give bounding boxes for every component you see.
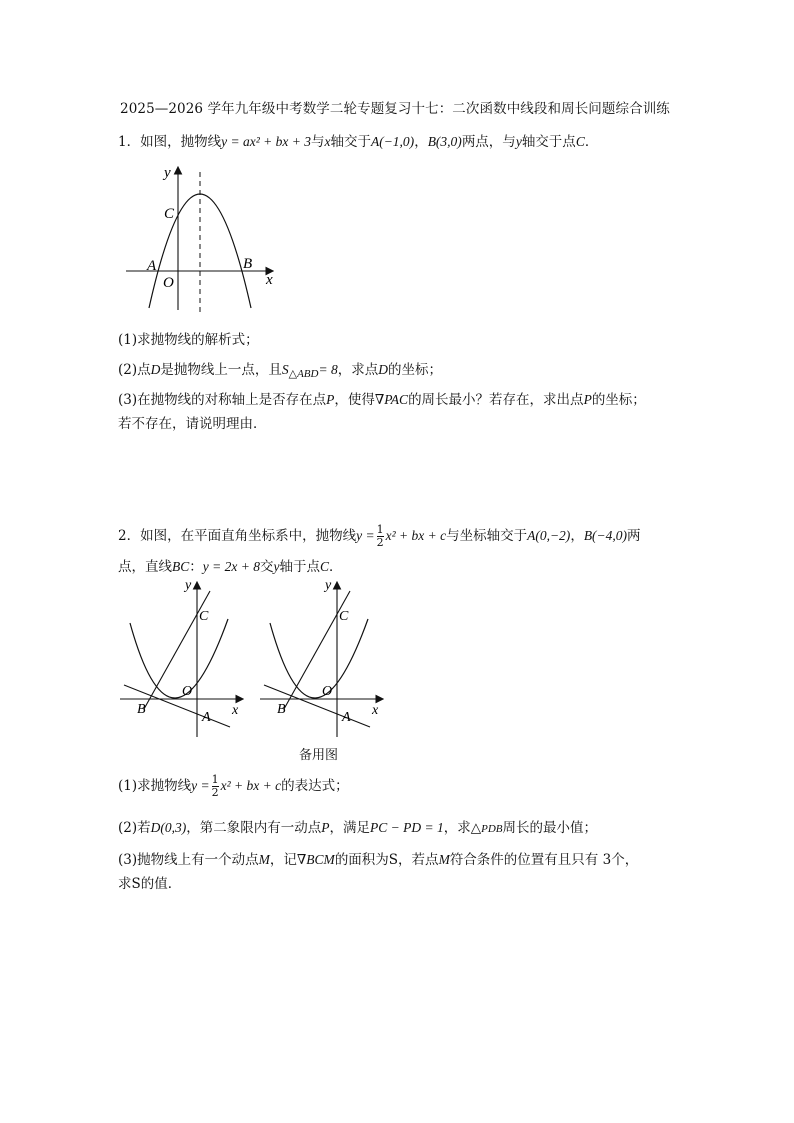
q1-figure — [120, 160, 290, 320]
q2-backup-label-O: O — [322, 684, 333, 699]
q2-backup-label-x: x — [372, 703, 379, 718]
q1-label-O: O — [163, 275, 174, 291]
q2-part3-line2: 求S的值． — [118, 876, 182, 892]
q2-backup-label-y: y — [325, 578, 332, 593]
q2-main-label-C: C — [199, 609, 209, 624]
q2-main-label-x: x — [232, 703, 239, 718]
q2-part3: (3)抛物线上有一个动点M，记∇BCM的面积为S，若点M符合条件的位置有且只有 3个， — [118, 852, 639, 868]
q1-label-x: x — [266, 272, 273, 288]
q2-part1: (1)求抛物线y = $\frac{1}{2}$ x² + bx + c的表达式； — [118, 773, 349, 799]
q2-figure-backup — [258, 575, 388, 745]
q2-main-label-O: O — [182, 684, 193, 699]
q2-stem: 2．如图，在平面直角坐标系中，抛物线y = $\frac{1}{2}$ x² + bx + c与坐标轴交于A(0,−2)，B(−4,0)两 — [118, 523, 641, 549]
q2-main-parabola — [130, 619, 228, 698]
q1-part3-line2: 若不存在，请说明理由． — [118, 416, 267, 432]
q1-label-A: A — [147, 258, 157, 274]
page-title: 2025—2026 学年九年级中考数学二轮专题复习十七：二次函数中线段和周长问题综合训练 — [120, 101, 670, 117]
q2-backup-label-B: B — [277, 702, 286, 717]
q2-figure-main — [118, 575, 248, 745]
q2-part1-fraction: $\frac{1}{2}$ — [211, 773, 219, 799]
q1-part2: (2)点D是抛物线上一点，且$S_{\triangle ABD}= 8$，求点D的坐标； — [118, 362, 442, 380]
q2-main-label-A: A — [202, 710, 211, 725]
q2-backup-label-A: A — [342, 710, 351, 725]
q2-part2: (2)若D(0,3)，第二象限内有一动点P，满足PC − PD = 1，求△PDB周长的最小值； — [118, 820, 597, 836]
q1-part1: (1)求抛物线的解析式； — [118, 332, 259, 348]
q2-main-label-B: B — [137, 702, 146, 717]
q2-backup-parabola — [270, 619, 368, 698]
q2-stem-fraction: $\frac{1}{2}$ — [376, 523, 384, 549]
q2-backup-label-C: C — [339, 609, 349, 624]
q1-label-B: B — [243, 256, 253, 272]
figure-caption: 备用图 — [299, 748, 339, 763]
q2-stem-line2: 点，直线BC：y = 2x + 8交y轴于点C． — [118, 559, 343, 575]
q1-stem: 1．如图，抛物线y = ax² + bx + 3与x轴交于A(−1,0)，B(3,0)两点，与y轴交于点C． — [118, 134, 599, 150]
q1-label-C: C — [164, 206, 175, 222]
q1-label-y: y — [164, 165, 171, 181]
q2-main-label-y: y — [185, 578, 192, 593]
q1-part3: (3)在抛物线的对称轴上是否存在点P，使得∇PAC的周长最小？若存在，求出点P的坐标； — [118, 392, 646, 408]
